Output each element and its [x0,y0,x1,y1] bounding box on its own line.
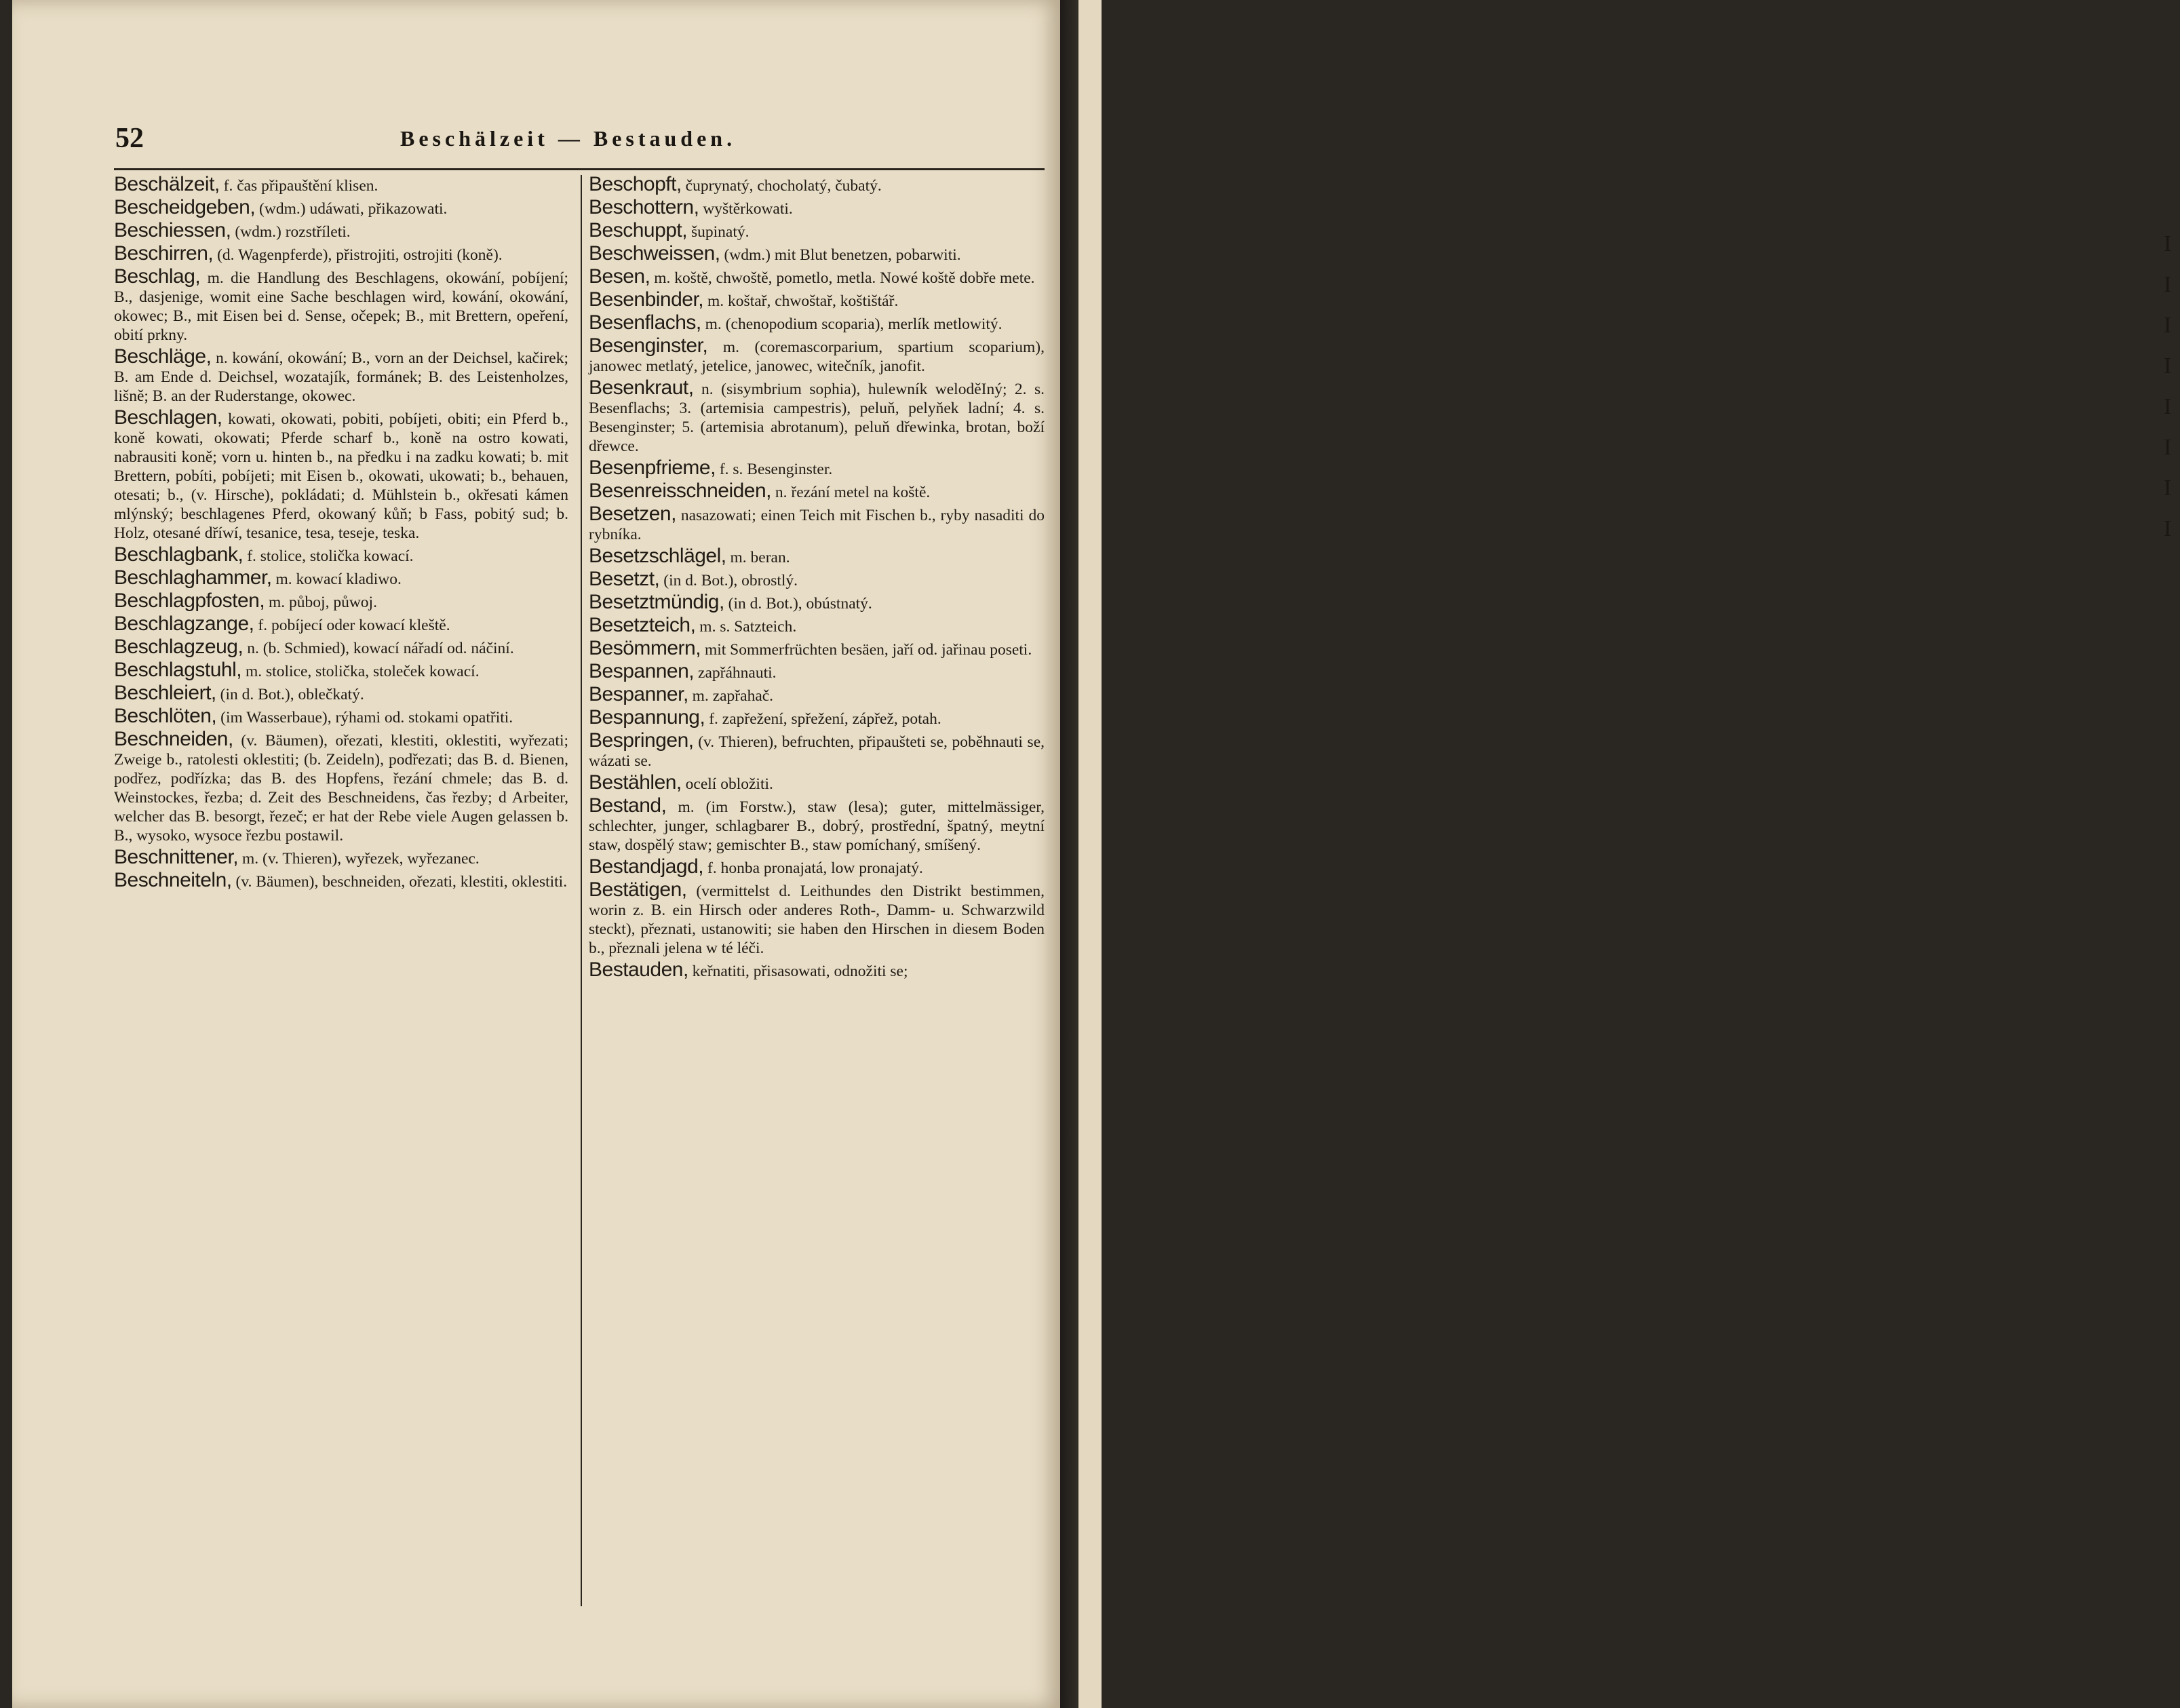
entry-headword: Besömmern, [589,637,701,659]
entry-definition: m. (coremascorparium, spartium scoparium), janowec metlatý, jetelice, janowec, witečník, janofit. [589,338,1045,375]
entry-definition: m. s. Satzteich. [699,618,797,636]
entry-definition: f. honba pronajatá, low pronajatý. [707,859,923,877]
dictionary-entry [589,662,1045,682]
next-page-letters [2164,224,2180,549]
entry-headword: Besetzteich, [589,614,696,636]
dictionary-entry [589,459,1045,479]
edge-letter: I [2164,475,2172,501]
dictionary-entry [589,376,1045,456]
entry-headword: Beschlagbank, [114,543,244,566]
entry-definition: m. (im Forstw.), staw (lesa); guter, mittelmässiger, schlechter, junger, schlagbarer B., dobrý, prostřední, špatný, meytní staw, dospělý staw; gemischter B., staw pomíchaný, smíšený. [589,798,1045,854]
entry-headword: Beschlagzeug, [114,636,244,658]
dictionary-entry [589,731,1045,771]
entry-definition: zapřáhnauti. [698,664,777,682]
entry-definition: (v. Bäumen), beschneiden, ořezati, klestiti, oklestiti. [235,873,568,891]
entry-headword: Beschlagzange, [114,613,254,635]
dictionary-entry [114,871,568,891]
dictionary-entry [589,570,1045,590]
left-column [114,175,568,894]
edge-letter: I [2164,435,2172,460]
entry-definition: (in d. Bot.), oblečkatý. [220,686,364,703]
entry-definition: f. stolice, stolička kowací. [247,547,414,565]
entry-headword: Bestauden, [589,958,688,981]
entry-definition: m. koště, chwoště, pometlo, metla. Nowé koště dobře mete. [654,269,1035,287]
entry-definition: m. zapřahač. [692,687,774,705]
entry-definition: (vermittelst d. Leithundes den Distrikt bestimmen, worin z. B. ein Hirsch oder anderes Roth-, Damm- u. Schwarzwild steckt), přeznati, ustanowiti; sie haben den Hirschen in diesem Boden b., přeznali jelena w té léči. [589,882,1045,957]
entry-definition: m. půboj, půwoj. [269,594,377,611]
dictionary-entry [589,880,1045,958]
dictionary-entry [589,267,1045,288]
entry-definition: (wdm.) rozstříleti. [235,223,351,241]
running-head: Beschälzeit — Bestauden. [400,126,737,151]
entry-headword: Beschuppt, [589,219,688,241]
entry-headword: Bespringen, [589,729,694,752]
entry-headword: Besenflachs, [589,311,701,334]
entry-headword: Beschlaghammer, [114,566,272,589]
entry-definition: (in d. Bot.), obústnatý. [728,595,872,613]
entry-definition: n. (sisymbrium sophia), hulewník weloděIný; 2. s. Besenflachs; 3. (artemisia campestris), peluň, pelyňek ladní; 4. s. Besenginster; 5. (artemisia abrotanum), peluň dřewinka, brotan, boží dřewce. [589,381,1045,455]
entry-headword: Besetzt, [589,568,660,590]
dictionary-entry [589,773,1045,794]
dictionary-entry [589,639,1045,659]
dictionary-entry [114,568,568,589]
entry-definition: wyštěrkowati. [703,200,793,218]
entry-definition: mit Sommerfrüchten besäen, jaří od. jařinau poseti. [704,641,1032,659]
entry-headword: Beschälzeit, [114,173,220,195]
entry-headword: Beschopft, [589,173,682,195]
entry-definition: m. (v. Thieren), wyřezek, wyřezanec. [242,850,480,868]
entry-headword: Beschlagpfosten, [114,589,265,612]
dictionary-entry [589,198,1045,218]
right-column [589,175,1045,984]
entry-definition: m. (chenopodium scoparia), merlík metlowitý. [705,315,1003,333]
entry-definition: šupinatý. [690,223,750,241]
entry-headword: Beschnittener, [114,846,239,868]
entry-headword: Besenbinder, [589,288,704,311]
entry-headword: Bespannung, [589,706,705,729]
entry-headword: Besenpfrieme, [589,457,716,479]
dictionary-entry [589,857,1045,878]
page-number: 52 [115,123,144,154]
entry-headword: Beschlag, [114,265,201,288]
entry-headword: Bestandjagd, [589,855,704,878]
entry-definition: keřnatiti, přisasowati, odnožiti se; [692,963,908,980]
dictionary-entry [114,707,568,727]
entry-headword: Beschlöten, [114,705,217,727]
dictionary-entry [589,244,1045,265]
dictionary-entry [589,960,1045,981]
entry-definition: (in d. Bot.), obrostlý. [663,572,798,589]
entry-definition: f. čas připauštění klisen. [223,177,378,195]
entry-definition: f. zapřežení, spřežení, zápřež, potah. [709,710,941,728]
next-page-edge [1078,0,2172,1708]
entry-headword: Bestätigen, [589,878,687,901]
entry-headword: Besetzschlägel, [589,545,726,567]
column-divider [581,175,582,1606]
entry-headword: Beschlagen, [114,406,222,429]
entry-definition: (wdm.) mit Blut benetzen, pobarwiti. [724,246,961,264]
dictionary-entry [589,313,1045,334]
entry-definition: n. řezání metel na koště. [775,484,931,501]
dictionary-entry [114,198,568,218]
entry-headword: Beschneiden, [114,728,233,750]
dictionary-entry [589,708,1045,729]
entry-headword: Besenreisschneiden, [589,480,772,502]
dictionary-entry [114,848,568,868]
entry-definition: m. stolice, stolička, stoleček kowací. [246,663,480,680]
entry-definition: kowati, okowati, pobiti, pobíjeti, obiti; ein Pferd b., koně kowati, okowati; Pferde scharf b., koně na ostro kowati, nabrausiti koně; vorn u. hinten b., na předku i na zadku kowati; b. mit Brettern, pobíti, pobíjeti; mit Eisen b., okowati, ukowati; b., behauen, otesati; b., (v. Hirsche), pokládati; d. Mühlstein b., okřesati kámen mlýnský; beschlagenes Pferd, okowaný kůň; b Fass, pobitý sud; b. Holz, otesané dříwí, tesanice, tesa, teseje, teska. [114,410,569,542]
entry-headword: Beschlagstuhl, [114,659,242,681]
entry-headword: Beschottern, [589,196,699,218]
entry-definition: (d. Wagenpferde), přistrojiti, ostrojiti (koně). [217,246,503,264]
entry-definition: (im Wasserbaue), rýhami od. stokami opatřiti. [220,709,513,726]
entry-headword: Beschirren, [114,242,214,265]
dictionary-entry [589,685,1045,705]
dictionary-entry [114,267,568,345]
dictionary-entry [114,244,568,265]
entry-definition: n. kowání, okowání; B., vorn an der Deichsel, kačirek; B. am Ende d. Deichsel, wozatajík, formánek; B. des Leistenholzes, lišně; B. an der Ruderstange, okowec. [114,349,569,405]
entry-headword: Bestand, [589,794,667,817]
entry-headword: Beschläge, [114,345,212,368]
dictionary-entry [589,547,1045,567]
dictionary-entry [589,336,1045,376]
dictionary-entry [589,796,1045,855]
entry-headword: Beschneiteln, [114,869,232,891]
entry-definition: (v. Thieren), befruchten, připaušteti se, poběhnauti se, wázati se. [589,733,1045,770]
entry-headword: Besetztmündig, [589,591,724,613]
entry-headword: Beschleiert, [114,682,216,704]
entry-headword: Besenginster, [589,334,708,357]
entry-headword: Besenkraut, [589,376,694,399]
dictionary-entry [114,730,568,845]
entry-definition: (v. Bäumen), ořezati, klestiti, oklestiti, wyřezati; Zweige b., ratolesti oklestiti; (b. Zeideln), podřezati; das B. d. Bienen, podřez, podřízka; das B. des Hopfens, řezání chmele; das B. d. Weinstockes, řezba; d. Zeit des Beschneidens, čas řezby; d Arbeiter, welcher das B. besorgt, řezeč; er hat der Rebe viele Augen gelassen b. B., wysoko, wysoce řezbu postawil. [114,732,569,845]
entry-definition: čuprynatý, chocholatý, čubatý. [685,177,882,195]
dictionary-entry [114,221,568,241]
entry-definition: m. die Handlung des Beschlagens, okowání, pobíjení; B., dasjenige, womit eine Sache beschlagen wird, kowání, okowání, okowec; B., mit Eisen bei d. Sense, očepek; B., mit Brettern, opeření, obití prkny. [114,269,568,344]
entry-headword: Beschiessen, [114,219,231,241]
dictionary-entry [589,175,1045,195]
dictionary-entry [114,591,568,612]
entry-headword: Beschweissen, [589,242,720,265]
entry-headword: Bespanner, [589,683,688,705]
dictionary-entry [114,684,568,704]
edge-letter: I [2164,353,2172,379]
header-rule [114,168,1045,170]
entry-headword: Bestählen, [589,771,682,794]
entry-headword: Bespannen, [589,660,695,682]
dictionary-entry [114,615,568,635]
dictionary-entry [589,593,1045,613]
dictionary-entry [589,505,1045,544]
entry-definition: ocelí obložiti. [685,775,773,793]
dictionary-entry [114,408,568,543]
edge-letter: I [2164,272,2172,297]
edge-letter: I [2164,231,2172,256]
entry-headword: Besetzen, [589,503,676,525]
entry-definition: m. koštař, chwoštař, koštištář. [707,292,899,310]
dictionary-entry [114,661,568,681]
edge-letter: I [2164,394,2172,419]
dictionary-entry [114,347,568,406]
edge-letter: I [2164,516,2172,541]
entry-definition: f. pobíjecí oder kowací kleště. [258,617,450,634]
dictionary-entry [589,221,1045,241]
dictionary-entry [114,545,568,566]
edge-letter: I [2164,313,2172,338]
entry-definition: n. (b. Schmied), kowací nářadí od. náčiní. [247,640,514,657]
dictionary-entry [589,482,1045,502]
entry-definition: (wdm.) udáwati, přikazowati. [259,200,448,218]
page-header [115,122,1045,163]
entry-definition: m. beran. [730,549,790,566]
entry-definition: m. kowací kladiwo. [275,570,402,588]
entry-headword: Bescheidgeben, [114,196,256,218]
entry-definition: f. s. Besenginster. [719,461,833,478]
dictionary-entry [589,616,1045,636]
dictionary-entry [114,175,568,195]
dictionary-entry [589,290,1045,311]
entry-headword: Besen, [589,265,650,288]
entry-definition: nasazowati; einen Teich mit Fischen b., ryby nasaditi do rybníka. [589,507,1045,543]
dictionary-entry [114,638,568,658]
